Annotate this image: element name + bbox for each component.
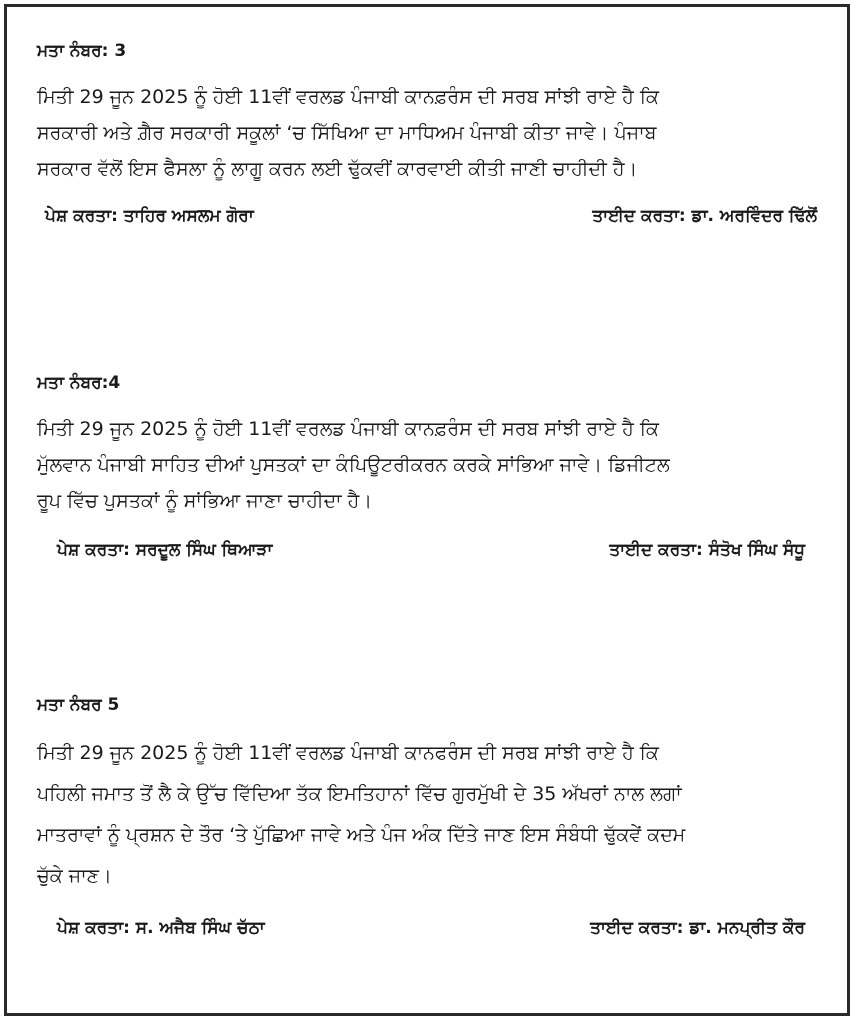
resolution-body [37, 79, 827, 187]
resolution-text-line: ਰੂਪ ਵਿੱਚ ਪੁਸਤਕਾਂ ਨੂੰ ਸਾਂਭਿਆ ਜਾਣਾ ਚਾਹੀਦਾ ਹੈ। [37, 490, 373, 512]
resolution-text-line: ਮਿਤੀ 29 ਜੂਨ 2025 ਨੂੰ ਹੋਈ 11ਵੀਂ ਵਰਲਡ ਪੰਜਾਬੀ ਕਾਨਫਰੰਸ ਦੀ ਸਰਬ ਸਾਂਝੀ ਰਾਏ ਹੈ ਕਿ [37, 742, 659, 764]
resolution-text-line: ਸਰਕਾਰ ਵੱਲੋਂ ਇਸ ਫੈਸਲਾ ਨੂੰ ਲਾਗੂ ਕਰਨ ਲਈ ਢੁੱਕਵੀਂ ਕਾਰਵਾਈ ਕੀਤੀ ਜਾਣੀ ਚਾਹੀਦੀ ਹੈ। [37, 158, 638, 180]
signatories [7, 533, 847, 567]
resolution-text-line: ਪਹਿਲੀ ਜਮਾਤ ਤੋਂ ਲੈ ਕੇ ਉੱਚ ਵਿੱਦਿਆ ਤੱਕ ਇਮਤਿਹਾਨਾਂ ਵਿੱਚ ਗੁਰਮੁੱਖੀ ਦੇ 35 ਅੱਖਰਾਂ ਨਾਲ ਲਗਾਂ [37, 783, 682, 805]
resolution-text-line: ਸਰਕਾਰੀ ਅਤੇ ਗ਼ੈਰ ਸਰਕਾਰੀ ਸਕੂਲਾਂ ‘ਚ ਸਿੱਖਿਆ ਦਾ ਮਾਧਿਅਮ ਪੰਜਾਬੀ ਕੀਤਾ ਜਾਵੇ। ਪੰਜਾਬ [37, 122, 657, 144]
proposer: ਪੇਸ਼ ਕਰਤਾ: ਸ. ਅਜੈਬ ਸਿੰਘ ਚੱਠਾ [57, 918, 265, 938]
resolution-4 [7, 369, 847, 567]
resolution-text-line: ਮਾਤਰਾਵਾਂ ਨੂੰ ਪ੍ਰਸ਼ਨ ਦੇ ਤੌਰ ‘ਤੇ ਪੁੱਛਿਆ ਜਾਵੇ ਅਤੇ ਪੰਜ ਅੰਕ ਦਿੱਤੇ ਜਾਣ ਇਸ ਸੰਬੰਧੀ ਢੁੱਕਵੇਂ ਕਦਮ [37, 824, 686, 846]
proposer: ਪੇਸ਼ ਕਰਤਾ: ਤਾਹਿਰ ਅਸਲਮ ਗੋਰਾ [45, 206, 254, 226]
resolution-heading: ਮਤਾ ਨੰਬਰ: 3 [37, 41, 127, 61]
seconder: ਤਾਈਦ ਕਰਤਾ: ਡਾ. ਮਨਪ੍ਰੀਤ ਕੌਰ [590, 918, 805, 938]
resolution-body [37, 411, 827, 519]
resolution-body [37, 733, 827, 897]
signatories [7, 911, 847, 945]
signatories [7, 199, 847, 233]
seconder: ਤਾਈਦ ਕਰਤਾ: ਸੰਤੋਖ ਸਿੰਘ ਸੰਧੂ [609, 540, 805, 560]
resolution-heading: ਮਤਾ ਨੰਬਰ 5 [37, 695, 120, 715]
resolution-heading: ਮਤਾ ਨੰਬਰ:4 [37, 373, 121, 393]
proposer: ਪੇਸ਼ ਕਰਤਾ: ਸਰਦੂਲ ਸਿੰਘ ਥਿਆੜਾ [57, 540, 273, 560]
resolution-text-line: ਮਿਤੀ 29 ਜੂਨ 2025 ਨੂੰ ਹੋਈ 11ਵੀਂ ਵਰਲਡ ਪੰਜਾਬੀ ਕਾਨਫ਼ਰੰਸ ਦੀ ਸਰਬ ਸਾਂਝੀ ਰਾਏ ਹੈ ਕਿ [37, 418, 659, 440]
resolution-text-line: ਮਿਤੀ 29 ਜੂਨ 2025 ਨੂੰ ਹੋਈ 11ਵੀਂ ਵਰਲਡ ਪੰਜਾਬੀ ਕਾਨਫ਼ਰੰਸ ਦੀ ਸਰਬ ਸਾਂਝੀ ਰਾਏ ਹੈ ਕਿ [37, 86, 659, 108]
resolution-text-line: ਚੁੱਕੇ ਜਾਣ। [37, 865, 112, 887]
resolution-5 [7, 691, 847, 945]
document-page [4, 4, 850, 1016]
resolution-text-line: ਮੁੱਲਵਾਨ ਪੰਜਾਬੀ ਸਾਹਿਤ ਦੀਆਂ ਪੁਸਤਕਾਂ ਦਾ ਕੰਪਿਊਟਰੀਕਰਨ ਕਰਕੇ ਸਾਂਭਿਆ ਜਾਵੇ। ਡਿਜੀਟਲ [37, 454, 670, 476]
seconder: ਤਾਈਦ ਕਰਤਾ: ਡਾ. ਅਰਵਿੰਦਰ ਢਿੱਲੋਂ [592, 206, 817, 226]
resolution-3 [7, 37, 847, 233]
